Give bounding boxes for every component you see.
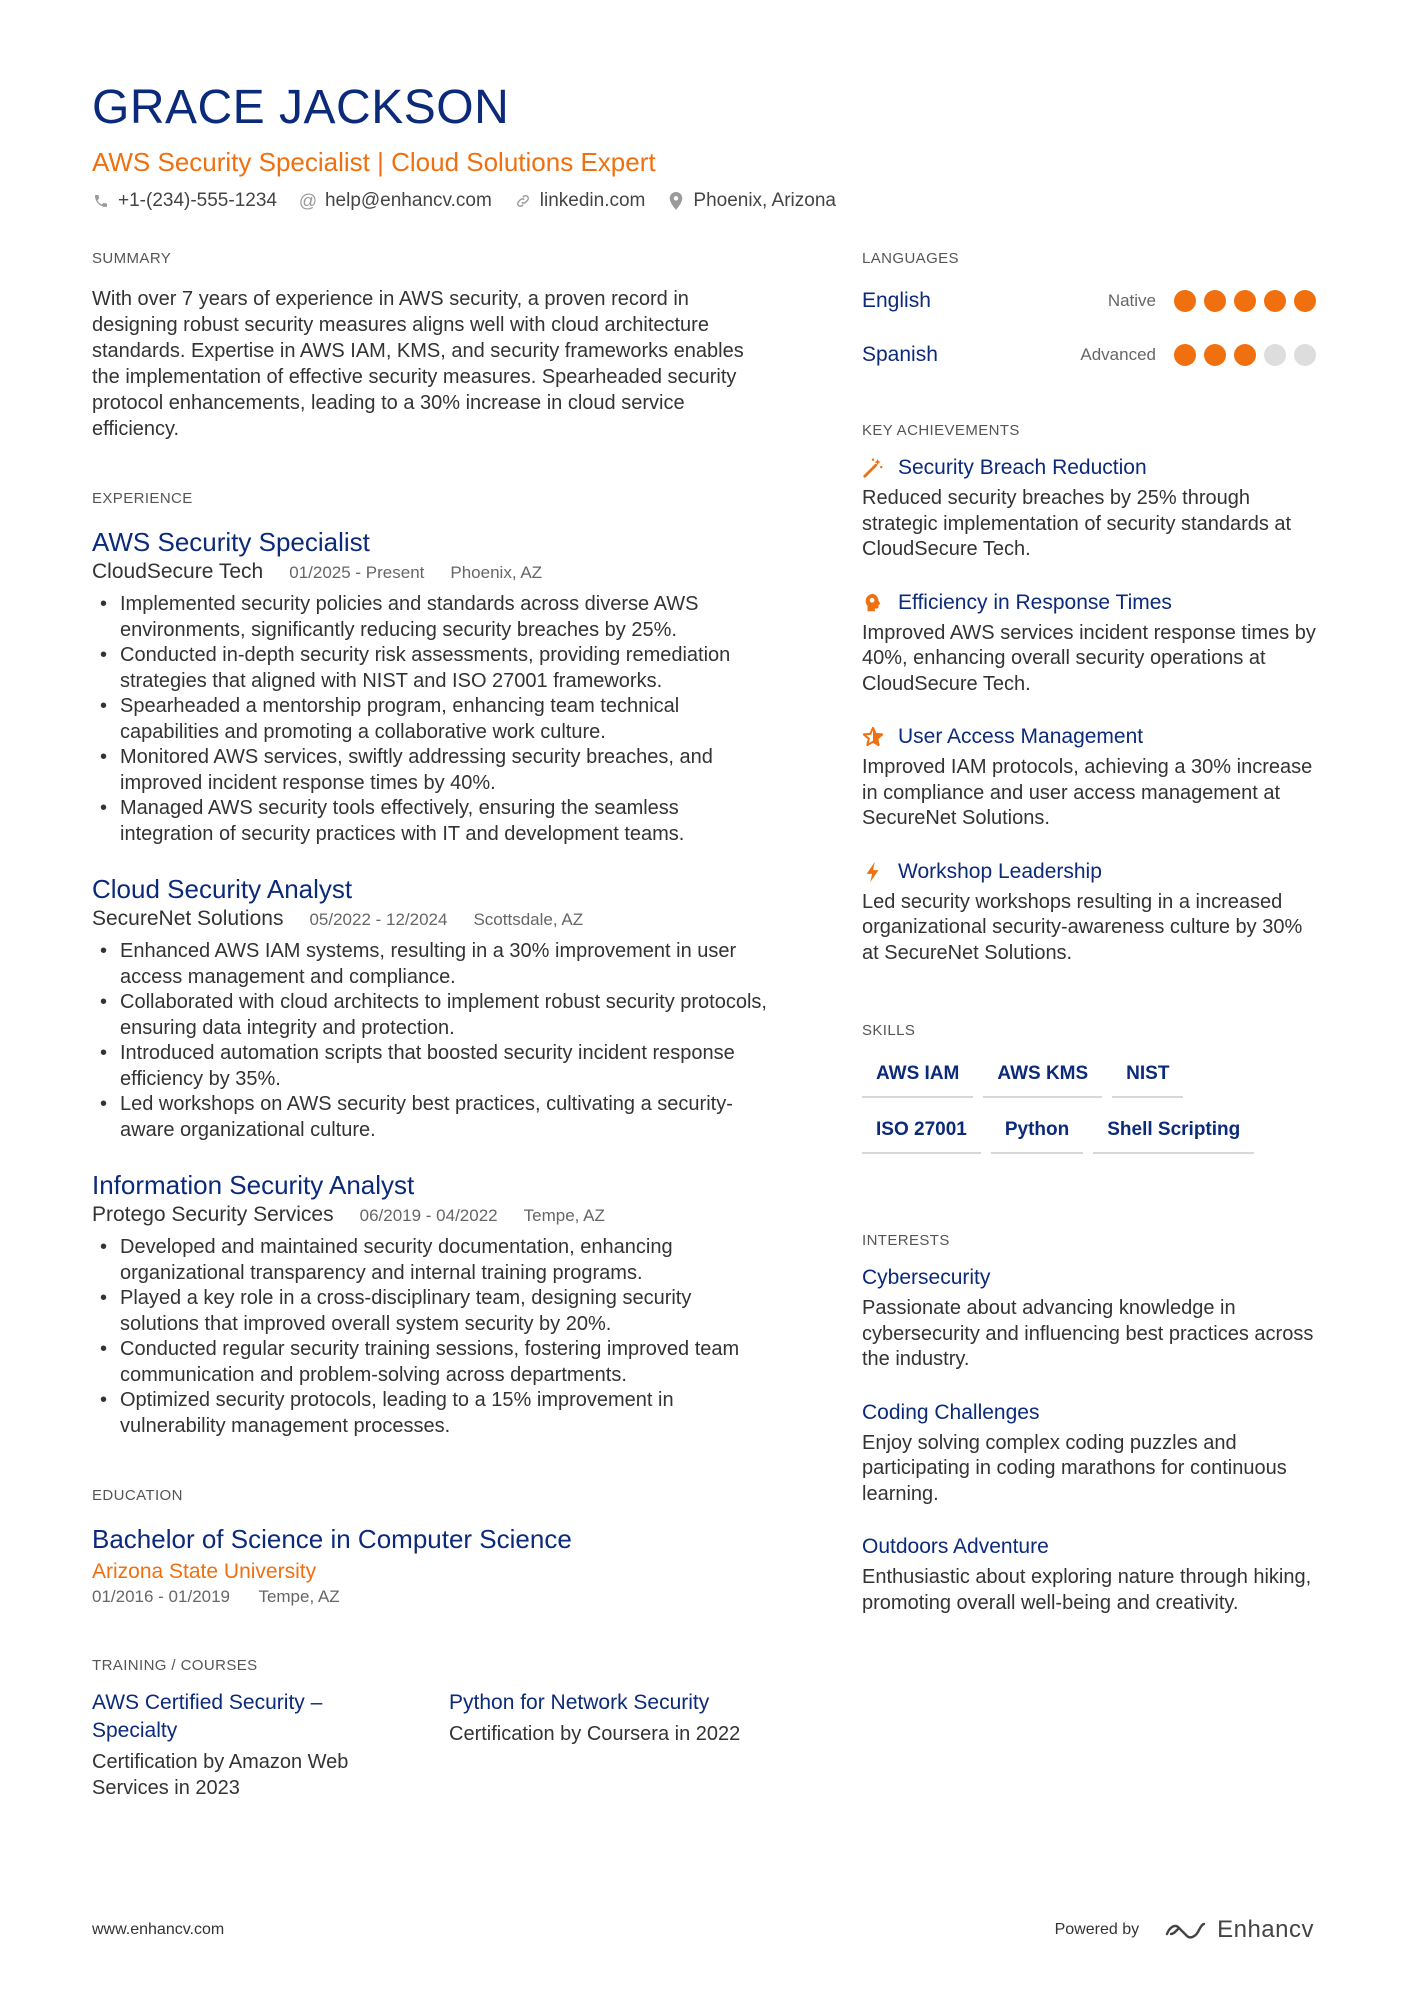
rating-dot-filled — [1174, 344, 1196, 366]
achievement-item — [862, 589, 1324, 698]
phone-icon — [92, 192, 110, 210]
interest-desc: Enjoy solving complex coding puzzles and participating in coding marathons for continuous learning. — [862, 1431, 1287, 1505]
achievement-item — [862, 858, 1324, 967]
magic-wand-icon — [862, 457, 884, 479]
achievement-desc: Improved IAM protocols, achieving a 30% increase in compliance and user access management at SecureNet Solutions. — [862, 756, 1313, 829]
job-meta — [92, 1202, 772, 1229]
head-idea-icon — [862, 592, 884, 614]
job-location: Scottsdale, AZ — [473, 910, 584, 929]
job-bullet: • Led workshops on AWS security best practices, cultivating a security-aware organizational culture. — [92, 1092, 772, 1143]
experience-entry — [92, 1169, 772, 1439]
education-degree: Bachelor of Science in Computer Science — [92, 1524, 572, 1554]
language-rating — [1174, 290, 1324, 312]
job-dates: 05/2022 - 12/2024 — [309, 910, 448, 929]
achievement-desc: Reduced security breaches by 25% through strategic implementation of security standards at CloudSecure Tech. — [862, 487, 1292, 560]
rating-dot-filled — [1264, 290, 1286, 312]
achievement-desc: Led security workshops resulting in a increased organizational security-awareness culture by 30% at SecureNet Solutions. — [862, 890, 1303, 964]
summary-heading: SUMMARY — [92, 250, 172, 267]
training-desc: Certification by Amazon Web Services in 2023 — [92, 1751, 349, 1799]
interest-title: Outdoors Adventure — [862, 1535, 1049, 1558]
job-bullet: • Introduced automation scripts that boosted security incident response efficiency by 35%. — [92, 1041, 772, 1092]
job-title: AWS Security Specialist — [92, 527, 370, 557]
interests-section — [862, 1232, 1324, 1616]
education-dates: 01/2016 - 01/2019 — [92, 1587, 231, 1606]
language-level: Native — [1107, 291, 1156, 310]
achievement-item — [862, 723, 1324, 832]
rating-dot-filled — [1294, 290, 1316, 312]
achievement-title: Efficiency in Response Times — [898, 590, 1172, 614]
interest-item — [862, 1533, 1324, 1616]
achievement-title: User Access Management — [898, 725, 1144, 748]
resume-header — [92, 80, 1332, 214]
enhancv-logo-icon — [1163, 1918, 1207, 1942]
lightning-icon — [862, 861, 884, 883]
interest-title: Cybersecurity — [862, 1266, 991, 1289]
job-title: Cloud Security Analyst — [92, 874, 353, 904]
education-heading: EDUCATION — [92, 1487, 183, 1504]
job-bullet: • Managed AWS security tools effectively, ensuring the seamless integration of security practices with IT and development teams. — [92, 796, 772, 847]
job-bullets — [92, 592, 772, 847]
skill-tag: NIST — [1112, 1054, 1183, 1098]
left-column — [92, 250, 772, 1801]
achievement-title: Security Breach Reduction — [898, 456, 1147, 479]
education-school: Arizona State University — [92, 1560, 317, 1583]
brand-logo[interactable] — [1163, 1916, 1314, 1944]
achievement-desc: Improved AWS services incident response times by 40%, enhancing overall security operations at CloudSecure Tech. — [862, 621, 1316, 695]
job-bullet: • Enhanced AWS IAM systems, resulting in a 30% improvement in user access management and compliance. — [92, 939, 772, 990]
rating-dot-filled — [1234, 290, 1256, 312]
rating-dot-filled — [1174, 290, 1196, 312]
rating-dot-empty — [1264, 344, 1286, 366]
job-bullets — [92, 939, 772, 1143]
interests-heading: INTERESTS — [862, 1232, 950, 1249]
languages-section — [862, 250, 1324, 382]
skill-tag: ISO 27001 — [862, 1110, 981, 1154]
skill-tag: Python — [991, 1110, 1083, 1154]
job-bullet: • Spearheaded a mentorship program, enhancing team technical capabilities and promoting a collaborative work culture. — [92, 694, 772, 745]
job-bullet: • Optimized security protocols, leading to a 15% improvement in vulnerability management processes. — [92, 1388, 772, 1439]
achievements-heading: KEY ACHIEVEMENTS — [862, 422, 1020, 439]
training-title: AWS Certified Security – Specialty — [92, 1691, 323, 1742]
experience-section — [92, 490, 772, 1439]
job-meta — [92, 559, 772, 586]
right-column — [862, 250, 1324, 1616]
job-bullet: • Conducted regular security training sessions, fostering improved team communication and problem-solving across departments. — [92, 1337, 772, 1388]
at-icon: @ — [298, 191, 318, 211]
contact-email[interactable] — [299, 188, 492, 214]
job-location: Phoenix, AZ — [450, 563, 543, 582]
skill-tag: Shell Scripting — [1093, 1110, 1254, 1154]
job-title: Information Security Analyst — [92, 1170, 415, 1200]
contact-bar — [92, 188, 1332, 214]
rating-dot-filled — [1204, 290, 1226, 312]
job-bullet: • Monitored AWS services, swiftly addressing security breaches, and improved incident response times by 40%. — [92, 745, 772, 796]
achievement-item — [862, 454, 1324, 563]
language-row — [862, 274, 1324, 328]
job-bullet: • Played a key role in a cross-disciplinary team, designing security solutions that improved overall system security by 20%. — [92, 1286, 772, 1337]
education-location: Tempe, AZ — [258, 1587, 340, 1606]
training-heading: TRAINING / COURSES — [92, 1657, 258, 1674]
job-meta — [92, 906, 772, 933]
language-name: English — [862, 289, 931, 312]
contact-location — [667, 188, 836, 214]
email-text: help@enhancv.com — [324, 190, 492, 211]
skills-heading: SKILLS — [862, 1022, 916, 1039]
achievement-title: Workshop Leadership — [898, 859, 1102, 883]
achievements-section — [862, 422, 1324, 966]
language-row — [862, 328, 1324, 382]
candidate-name: GRACE JACKSON — [92, 81, 510, 134]
training-title: Python for Network Security — [449, 1691, 710, 1714]
skill-tag: AWS KMS — [983, 1054, 1102, 1098]
job-bullet: • Developed and maintained security documentation, enhancing organizational transparency and internal training programs. — [92, 1235, 772, 1286]
training-section — [92, 1657, 772, 1801]
interest-title: Coding Challenges — [862, 1400, 1040, 1424]
footer-url[interactable]: www.enhancv.com — [92, 1921, 225, 1938]
job-dates: 06/2019 - 04/2022 — [359, 1206, 498, 1225]
contact-phone — [92, 188, 277, 214]
candidate-headline: AWS Security Specialist | Cloud Solutions Expert — [92, 147, 656, 177]
training-item — [449, 1689, 772, 1801]
link-icon — [514, 192, 532, 210]
education-section — [92, 1487, 772, 1607]
linkedin-text: linkedin.com — [539, 190, 646, 211]
summary-section — [92, 250, 772, 442]
location-text: Phoenix, Arizona — [693, 190, 836, 211]
job-bullet: • Conducted in-depth security risk assessments, providing remediation strategies that aligned with NIST and ISO 27001 frameworks. — [92, 643, 772, 694]
job-bullet: • Implemented security policies and standards across diverse AWS environments, significantly reducing security breaches by 25%. — [92, 592, 772, 643]
powered-by-text: Powered by — [1054, 1921, 1140, 1938]
rating-dot-filled — [1204, 344, 1226, 366]
brand-name: Enhancv — [1217, 1916, 1314, 1943]
location-pin-icon — [667, 192, 685, 210]
job-dates: 01/2025 - Present — [289, 563, 425, 582]
skills-list — [862, 1054, 1312, 1166]
experience-entry — [92, 526, 772, 847]
job-location: Tempe, AZ — [523, 1206, 605, 1225]
experience-entry — [92, 873, 772, 1143]
interest-item — [862, 1399, 1324, 1508]
interest-desc: Enthusiastic about exploring nature through hiking, promoting overall well-being and creativity. — [862, 1566, 1312, 1614]
language-rating — [1174, 344, 1324, 366]
company-name: CloudSecure Tech — [92, 560, 264, 583]
training-grid — [92, 1689, 772, 1801]
language-name: Spanish — [862, 343, 938, 366]
interest-desc: Passionate about advancing knowledge in cybersecurity and influencing best practices across the industry. — [862, 1297, 1314, 1370]
summary-text: With over 7 years of experience in AWS security, a proven record in designing robust security measures aligns well with cloud architecture standards. Expertise in AWS IAM, KMS, and security frameworks enables the implementation of effective security measures. Spearheaded security protocol enhancements, leading to a 30% increase in cloud service efficiency. — [92, 288, 744, 440]
company-name: Protego Security Services — [92, 1203, 334, 1226]
experience-heading: EXPERIENCE — [92, 490, 193, 507]
languages-heading: LANGUAGES — [862, 250, 959, 267]
job-bullet: • Collaborated with cloud architects to implement robust security protocols, ensuring data integrity and protection. — [92, 990, 772, 1041]
skill-tag: AWS IAM — [862, 1054, 973, 1098]
page-footer — [92, 1916, 1314, 1944]
contact-linkedin[interactable] — [514, 188, 646, 214]
footer-branding — [1055, 1916, 1314, 1944]
star-icon — [862, 726, 884, 748]
interest-item — [862, 1264, 1324, 1373]
language-level: Advanced — [1080, 345, 1156, 364]
training-item — [92, 1689, 415, 1801]
job-bullets — [92, 1235, 772, 1439]
company-name: SecureNet Solutions — [92, 907, 284, 930]
rating-dot-empty — [1294, 344, 1316, 366]
education-meta — [92, 1587, 772, 1607]
phone-text: +1-(234)-555-1234 — [118, 190, 277, 211]
rating-dot-filled — [1234, 344, 1256, 366]
training-desc: Certification by Coursera in 2022 — [449, 1723, 741, 1745]
skills-section — [862, 1022, 1324, 1166]
